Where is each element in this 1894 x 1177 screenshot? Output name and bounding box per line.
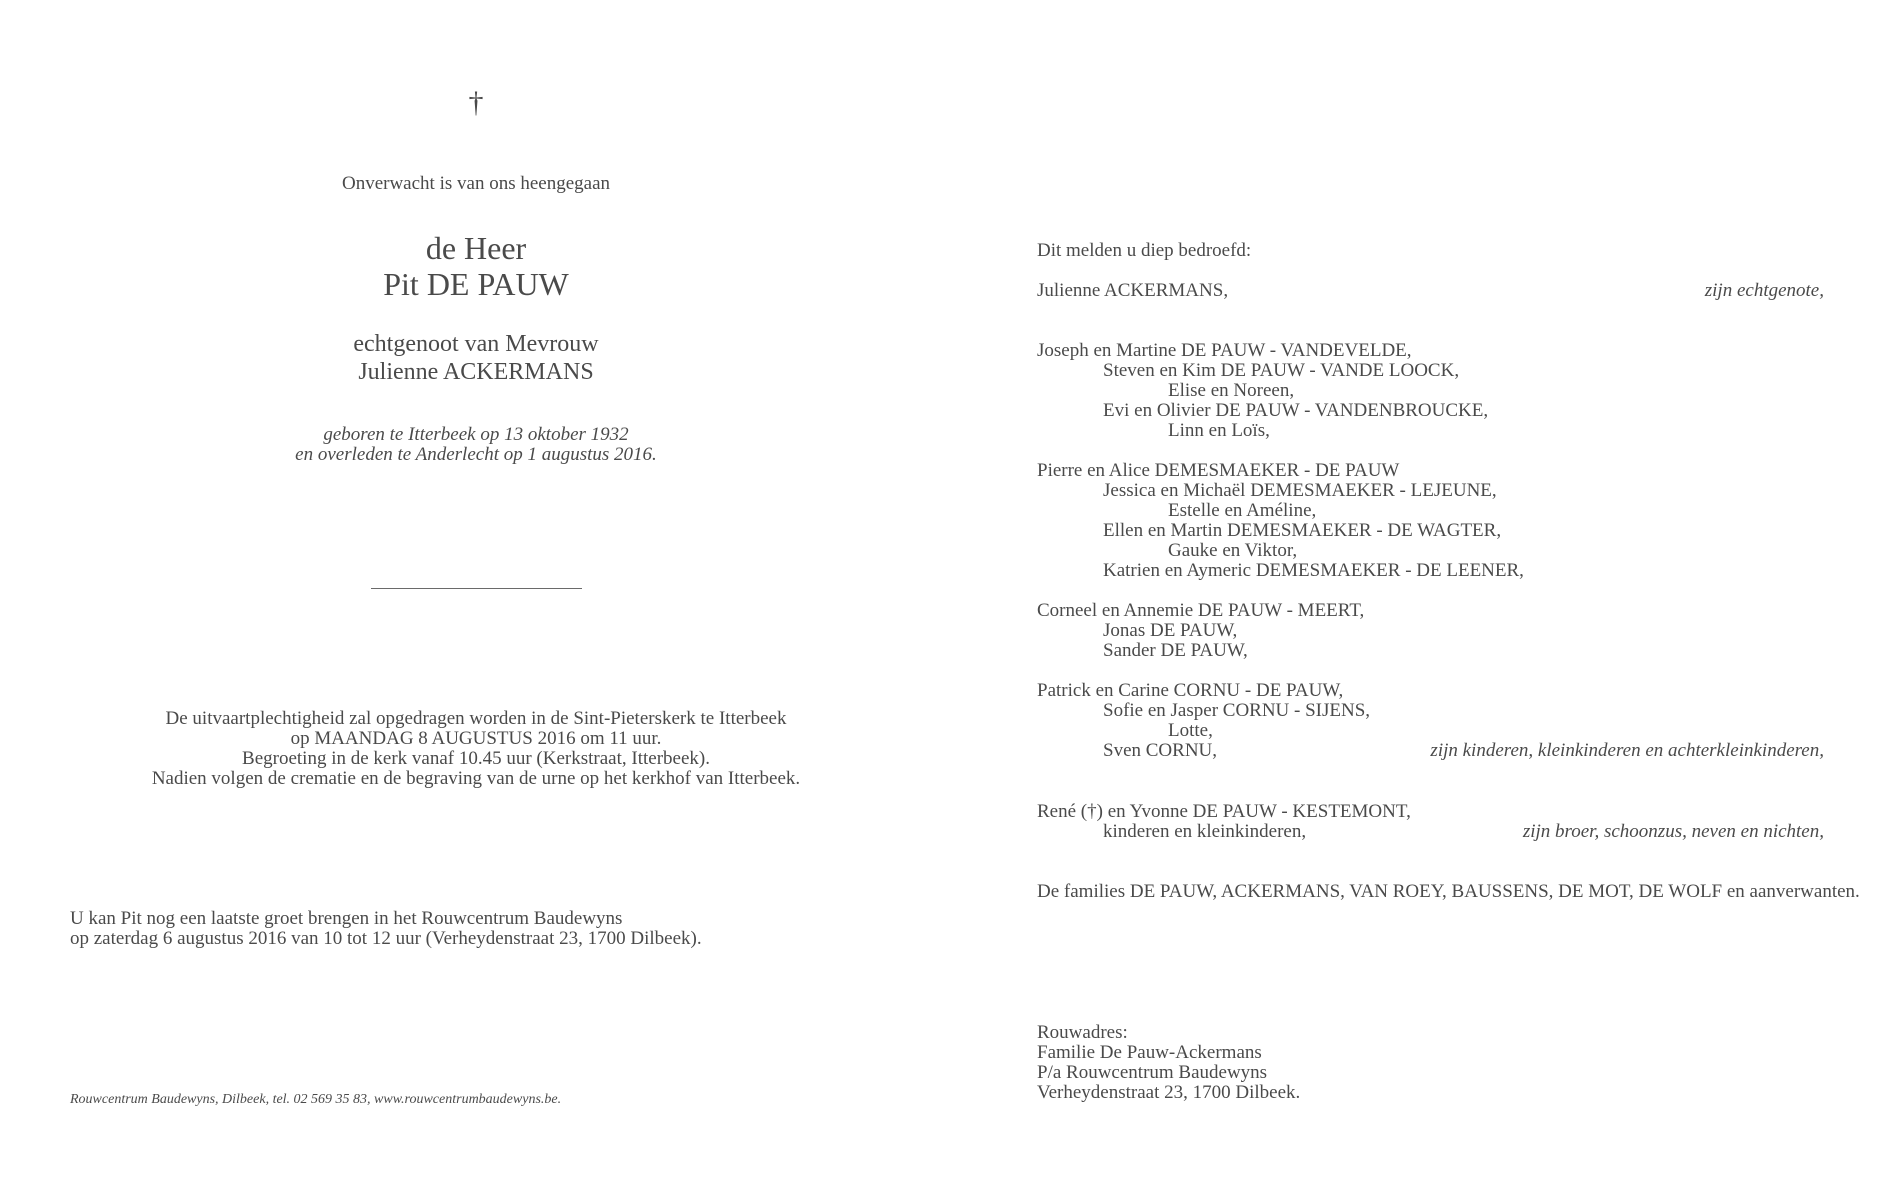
announcement-header: Dit melden u diep bedroefd: [1037, 240, 1252, 261]
footer-credit: Rouwcentrum Baudewyns, Dilbeek, tel. 02 569 35 83, www.rouwcentrumbaudewyns.be. [70, 1092, 562, 1107]
siblings-role: zijn broer, schoonzus, neven en nichten, [1522, 821, 1824, 842]
family-entry: Katrien en Aymeric DEMESMAEKER - DE LEENER, [1103, 560, 1524, 581]
family-entry: Jessica en Michaël DEMESMAEKER - LEJEUNE, [1103, 480, 1497, 501]
death-line: en overleden te Anderlecht op 1 augustus 2016. [295, 444, 657, 465]
family-entry: René (†) en Yvonne DE PAUW - KESTEMONT, [1037, 801, 1411, 822]
family-entry: Patrick en Carine CORNU - DE PAUW, [1037, 680, 1344, 701]
family-entry: Sofie en Jasper CORNU - SIJENS, [1103, 700, 1371, 721]
families-line: De families DE PAUW, ACKERMANS, VAN ROEY, BAUSSENS, DE MOT, DE WOLF en aanverwanten. [1037, 881, 1860, 902]
family-entry: Lotte, [1168, 720, 1213, 741]
deceased-name: Pit DE PAUW [383, 266, 569, 302]
address-line: Verheydenstraat 23, 1700 Dilbeek. [1037, 1082, 1301, 1103]
address-line: Familie De Pauw-Ackermans [1037, 1042, 1262, 1063]
funeral-line: De uitvaartplechtigheid zal opgedragen worden in de Sint-Pieterskerk te Itterbeek [165, 708, 787, 729]
family-entry: Joseph en Martine DE PAUW - VANDEVELDE, [1037, 340, 1412, 361]
visit-line: op zaterdag 6 augustus 2016 van 10 tot 12 uur (Verheydenstraat 23, 1700 Dilbeek). [70, 928, 702, 949]
children-role: zijn kinderen, kleinkinderen en achterkleinkinderen, [1430, 740, 1824, 761]
family-entry: Jonas DE PAUW, [1103, 620, 1238, 641]
intro-text: Onverwacht is van ons heengegaan [341, 173, 610, 194]
address-line: P/a Rouwcentrum Baudewyns [1037, 1062, 1268, 1083]
family-entry: Estelle en Améline, [1168, 500, 1317, 521]
funeral-line: op MAANDAG 8 AUGUSTUS 2016 om 11 uur. [290, 728, 662, 749]
family-entry: Steven en Kim DE PAUW - VANDE LOOCK, [1103, 360, 1460, 381]
deceased-title: de Heer [425, 230, 527, 266]
family-entry: Gauke en Viktor, [1168, 540, 1298, 561]
funeral-line: Begroeting in de kerk vanaf 10.45 uur (Kerkstraat, Itterbeek). [242, 748, 710, 769]
birth-line: geboren te Itterbeek op 13 oktober 1932 [323, 424, 629, 445]
spouse-intro: echtgenoot van Mevrouw [353, 331, 599, 357]
spouse-role: zijn echtgenote, [1704, 280, 1824, 301]
address-line: Rouwadres: [1037, 1022, 1128, 1043]
family-entry: kinderen en kleinkinderen, [1103, 821, 1307, 842]
family-entry: Pierre en Alice DEMESMAEKER - DE PAUW [1037, 460, 1400, 481]
divider-line [371, 588, 582, 589]
family-entry: Sven CORNU, [1103, 740, 1218, 761]
family-entry: Ellen en Martin DEMESMAEKER - DE WAGTER, [1103, 520, 1502, 541]
family-entry: Linn en Loïs, [1168, 420, 1270, 441]
spouse-entry: Julienne ACKERMANS, [1037, 280, 1229, 301]
visit-line: U kan Pit nog een laatste groet brengen in het Rouwcentrum Baudewyns [70, 908, 623, 929]
family-entry: Evi en Olivier DE PAUW - VANDENBROUCKE, [1103, 400, 1489, 421]
spouse-name: Julienne ACKERMANS [358, 359, 594, 385]
funeral-line: Nadien volgen de crematie en de begraving van de urne op het kerkhof van Itterbeek. [151, 768, 801, 789]
cross-symbol: † [468, 86, 484, 119]
family-entry: Elise en Noreen, [1168, 380, 1295, 401]
family-entry: Corneel en Annemie DE PAUW - MEERT, [1037, 600, 1365, 621]
family-entry: Sander DE PAUW, [1103, 640, 1248, 661]
